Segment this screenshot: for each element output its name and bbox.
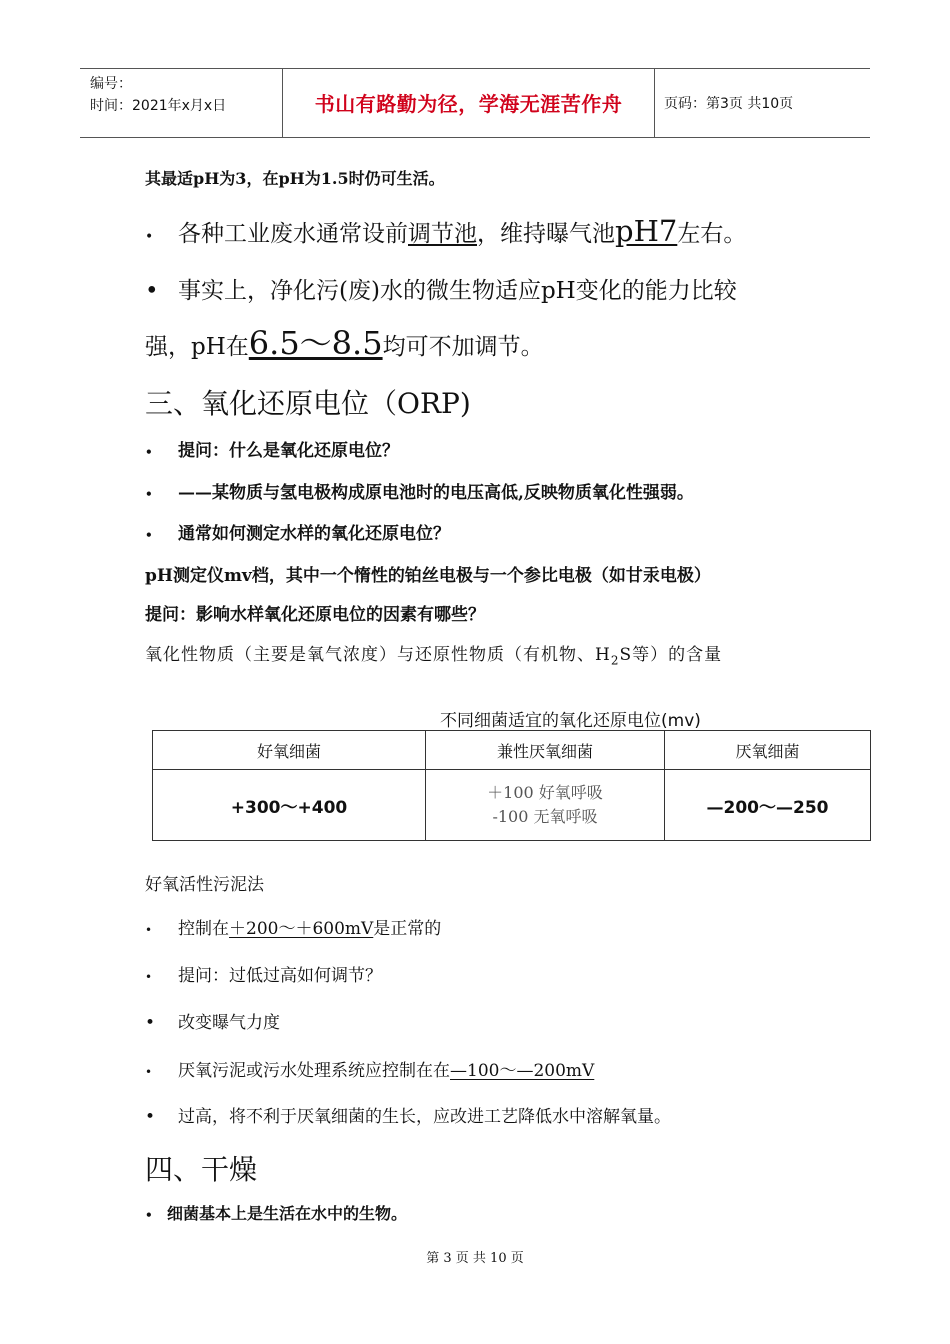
table-cell: —200～—250	[665, 770, 871, 841]
header-motto: 书山有路勤为径，学海无涯苦作舟	[314, 92, 623, 116]
bullet-text: 通常如何测定水样的氧化还原电位？	[178, 524, 450, 544]
text-fragment: S等）的含量	[619, 645, 723, 665]
orp-table	[152, 730, 871, 841]
bullet-text: 细菌基本上是生活在水中的生物。	[167, 1204, 408, 1223]
header-page-info: 页码：第3页 共10页	[664, 96, 794, 112]
header-meta	[90, 73, 285, 117]
underlined-text: —100～—200mV	[450, 1061, 595, 1081]
cell-line: ＋100 好氧呼吸	[487, 783, 603, 802]
text-fragment: 氧化性物质（主要是氧气浓度）与还原性物质（有机物、H	[145, 645, 611, 665]
table-cell: +300～+400	[153, 770, 426, 841]
bullet-text: 厌氧污泥或污水处理系统应控制在在	[178, 1061, 450, 1081]
bullet-item: • 各种工业废水通常设前调节池，维持曝气池pH7左右。	[145, 214, 747, 248]
bullet-item: • 厌氧污泥或污水处理系统应控制在在—100～—200mV	[145, 1061, 595, 1081]
text-fragment: 强，pH在	[145, 334, 249, 360]
bullet-item: • 过高，将不利于厌氧细菌的生长，应改进工艺降低水中溶解氧量。	[145, 1107, 671, 1127]
text-line: 其最适pH为3，在pH为1.5时仍可生活。	[145, 169, 445, 188]
bullet-text: 提问：过低过高如何调节？	[178, 966, 382, 986]
text-line	[145, 640, 722, 667]
underlined-text: ＋200～＋600mV	[229, 919, 374, 939]
section-heading: 四、干燥	[145, 1153, 258, 1186]
header-divider	[654, 69, 655, 137]
bullet-item: • ——某物质与氢电极构成原电池时的电压高低,反映物质氧化性强弱。	[145, 483, 694, 503]
bullet-text: ，维持曝气池	[477, 221, 615, 247]
table-cell	[426, 770, 665, 841]
bullet-item: • 改变曝气力度	[145, 1013, 280, 1033]
table-header-row	[153, 731, 871, 770]
table-header-cell: 兼性厌氧细菌	[426, 731, 665, 770]
bullet-text: 是正常的	[373, 919, 442, 939]
underlined-text: 调节池	[408, 221, 477, 247]
cell-line: -100 无氧呼吸	[492, 807, 598, 826]
text-fragment: 均可不加调节。	[382, 334, 544, 360]
bullet-item: • 提问：什么是氧化还原电位？	[145, 441, 399, 461]
table-header-cell: 厌氧细菌	[665, 731, 871, 770]
bullet-text: 左右。	[677, 221, 747, 247]
page-footer: 第 3 页 共 10 页	[426, 1251, 524, 1266]
table-header-cell: 好氧细菌	[153, 731, 426, 770]
table-caption: 不同细菌适宜的氧化还原电位(mv)	[440, 711, 701, 731]
bullet-text: 提问：什么是氧化还原电位？	[178, 441, 399, 461]
bullet-text: 事实上，净化污(废)水的微生物适应pH变化的能力比较	[178, 278, 737, 304]
table-row	[153, 770, 871, 841]
bullet-text: 控制在	[178, 919, 229, 939]
section-heading: 三、氧化还原电位（ORP)	[145, 387, 471, 420]
subscript: 2	[610, 653, 620, 668]
text-line: pH测定仪mv档，其中一个惰性的铂丝电极与一个参比电极（如甘汞电极）	[145, 566, 711, 586]
bullet-item: • 控制在＋200～＋600mV是正常的	[145, 919, 442, 939]
bullet-text: 改变曝气力度	[178, 1013, 280, 1033]
bullet-item: • 细菌基本上是生活在水中的生物。	[145, 1204, 408, 1223]
bullet-item: • 事实上，净化污(废)水的微生物适应pH变化的能力比较	[145, 278, 737, 304]
highlight-value: 6.5～8.5	[248, 324, 383, 362]
bullet-item: • 通常如何测定水样的氧化还原电位？	[145, 524, 450, 544]
text-line: 好氧活性污泥法	[145, 875, 264, 895]
bullet-text: 过高，将不利于厌氧细菌的生长，应改进工艺降低水中溶解氧量。	[178, 1107, 671, 1127]
bullet-text: 各种工业废水通常设前	[178, 221, 408, 247]
bullet-item: • 提问：过低过高如何调节？	[145, 966, 382, 986]
page-header	[80, 68, 870, 138]
time-label: 时间：2021年x月x日	[90, 98, 227, 114]
bullet-text: ——某物质与氢电极构成原电池时的电压高低,反映物质氧化性强弱。	[178, 483, 694, 503]
text-line: 提问：影响水样氧化还原电位的因素有哪些？	[145, 605, 485, 625]
highlight-value: pH7	[615, 214, 678, 248]
number-label: 编号：	[90, 76, 132, 92]
text-line	[145, 318, 544, 364]
